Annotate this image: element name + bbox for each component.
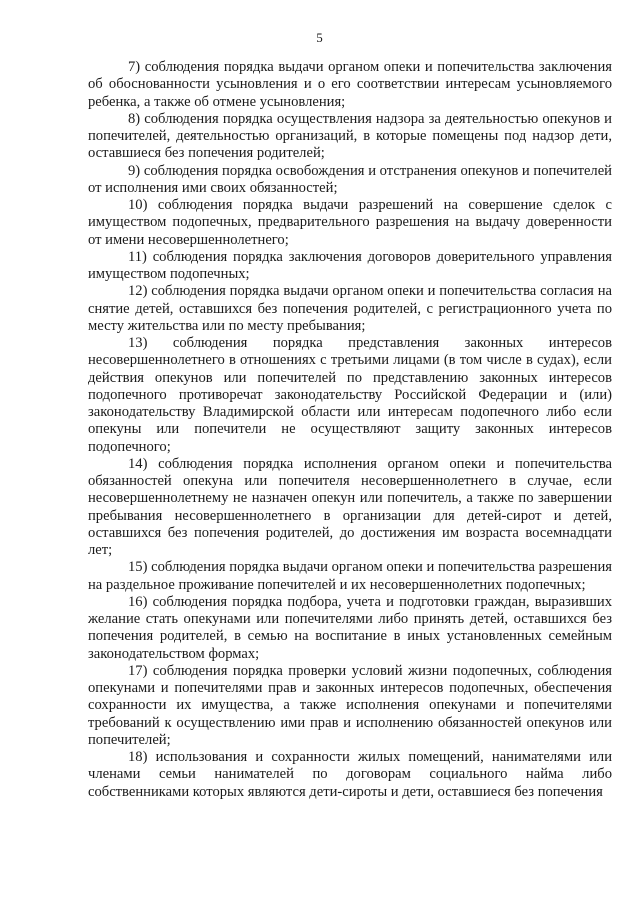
page-number: 5 (316, 30, 323, 45)
list-item: 9) соблюдения порядка освобождения и отстранения опекунов и попечителей от исполнения ими своих обязанностей; (88, 162, 612, 196)
list-item: 18) использования и сохранности жилых помещений, нанимателями или членами семьи нанимателей по договорам социального найма либо собственниками которых являются дети-сироты и дети, оставшиеся без попечения (88, 749, 612, 800)
list-item: 7) соблюдения порядка выдачи органом опеки и попечительства заключения об обоснованности усыновления и о его соответствии интересам усыновляемого ребенка, а также об отмене усыновления; (88, 59, 612, 110)
list-item: 8) соблюдения порядка осуществления надзора за деятельностью опекунов и попечителей, деятельностью организаций, в которые помещены под надзор дети, оставшиеся без попечения родителей; (88, 110, 612, 162)
list-item: 13) соблюдения порядка представления законных интересов несовершеннолетнего в отношениях с третьими лицами (в том числе в судах), если действия опекунов или попечителей по представлению законных интересов подопечного противоречат законодательству Российской Федерации и (или) законодательству Владимирской области или интересам подопечного либо если опекуны или попечители не осуществляют защиту законных интересов подопечного; (88, 335, 612, 455)
list-item: 16) соблюдения порядка подбора, учета и подготовки граждан, выразивших желание стать опекунами или попечителями либо принять детей, оставшихся без попечения родителей, в семью на воспитание в иных установленных семейным законодательством формах; (88, 593, 612, 662)
list-item: 10) соблюдения порядка выдачи разрешений на совершение сделок с имуществом подопечных, предварительного разрешения на выдачу доверенности от имени несовершеннолетнего; (88, 197, 612, 248)
document-body (88, 59, 612, 801)
list-item: 11) соблюдения порядка заключения договоров доверительного управления имуществом подопечных; (88, 248, 612, 282)
list-item: 12) соблюдения порядка выдачи органом опеки и попечительства согласия на снятие детей, оставшихся без попечения родителей, с регистрационного учета по месту жительства или по месту пребывания; (88, 283, 612, 334)
list-item: 17) соблюдения порядка проверки условий жизни подопечных, соблюдения опекунами и попечителями прав и законных интересов подопечных, обеспечения сохранности их имущества, а также исполнения опекунами и попечителями требований к осуществлению ими прав и исполнению обязанностей опекунов или попечителей; (88, 662, 612, 748)
list-item: 14) соблюдения порядка исполнения органом опеки и попечительства обязанностей опекуна или попечителя несовершеннолетнего в случае, если несовершеннолетнему не назначен опекун или попечитель, а также по завершении пребывания несовершеннолетнего в организации для детей-сирот и детей, оставшихся без попечения родителей, до достижения им возраста восемнадцати лет; (88, 455, 612, 558)
list-item: 15) соблюдения порядка выдачи органом опеки и попечительства разрешения на раздельное проживание попечителей и их несовершеннолетних подопечных; (88, 559, 612, 593)
